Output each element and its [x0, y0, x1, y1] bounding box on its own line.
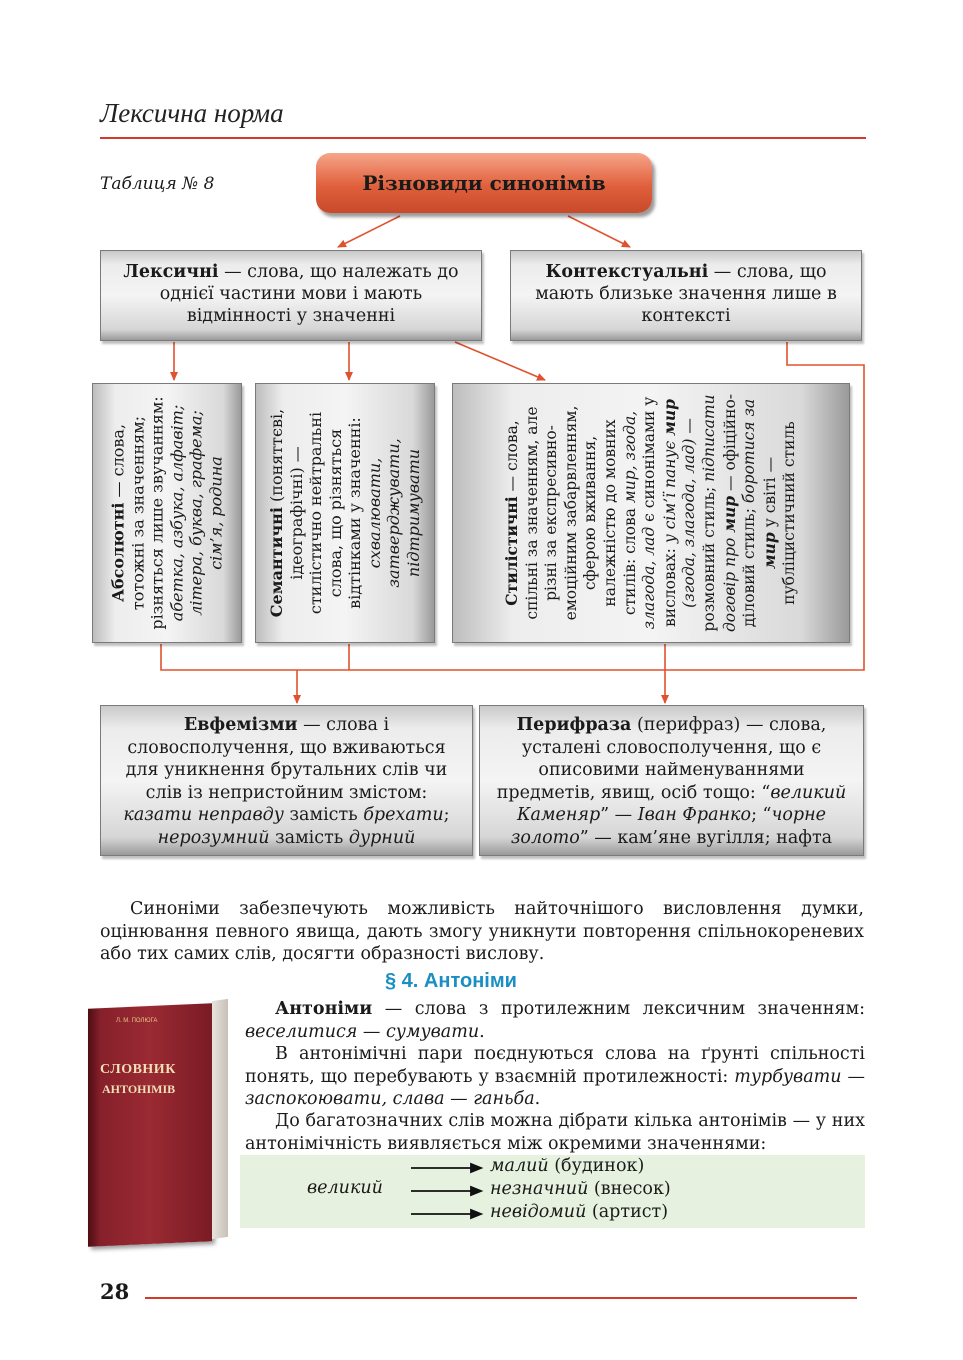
antonym-source-word: великий — [307, 1178, 383, 1198]
stylistic-example-3-bold: мир — [719, 495, 739, 533]
polysemy-paragraph: До багатозначних слів можна дібрати кілька антонімів — у них антонімічність виявляється між окремими значеннями: — [245, 1111, 865, 1154]
contextual-term: Контекстуальні — [545, 262, 709, 282]
stylistic-example-2-bold: мир — [659, 399, 679, 436]
book-pages — [212, 999, 228, 1239]
antonyms-definition-paragraph: Антоніми — слова з протилежним лексичним значенням: веселитися — сумувати. — [245, 999, 865, 1042]
euphemisms-example-2: брехати — [363, 805, 444, 825]
euphemisms-separator: ; — [443, 805, 450, 825]
euphemisms-definition: — слова і словосполучення, що вживаються для уникнення брутальних слів чи слів із непристойним змістом: — [125, 715, 448, 803]
antonym-word-2: незначний — [490, 1179, 589, 1199]
antonym-pairs-paragraph: В антонімічні пари поєднуються слова на ґрунті спільності понять, що перебувають у взаємній протилежності: турбувати — заспокоювати, слава — ганьба. — [245, 1044, 865, 1109]
table-main-title: Різновиди синонімів — [316, 153, 652, 213]
section-title: § 4. Антоніми — [385, 970, 517, 992]
stylistic-text-5: у світі — публіцистичний стиль — [760, 421, 799, 605]
stylistic-example-4: боротися за — [740, 398, 759, 504]
book-author: Л. М. ПОЛЮГА — [116, 1018, 158, 1024]
absolute-synonyms-box — [92, 383, 242, 643]
periphrasis-term: Перифраза — [516, 715, 632, 735]
antonyms-term: Антоніми — [275, 999, 373, 1019]
intro-paragraph: Синоніми забезпечують можливість найточнішого висловлення думки, оцінювання певного явища, дають змогу уникнути повторення спільнокореневих або тих самих слів, досягти образності вислову. — [100, 899, 864, 964]
euphemisms-instead-1: замість — [283, 805, 364, 825]
antonym-note-2: (внесок) — [588, 1179, 671, 1199]
book-cover — [88, 1003, 212, 1246]
euphemisms-term: Евфемізми — [183, 715, 298, 735]
antonym-word-1: малий — [490, 1156, 549, 1176]
semantic-definition: (поняттєві, ідеографічні) — стилістично нейтральні слова, що різняться відтінками у значенні: — [267, 408, 364, 615]
book-title-line-1: СЛОВНИК — [100, 1062, 176, 1077]
periphrasis-text-4: ” — кам’яне вугілля; нафта — [579, 827, 833, 848]
chapter-title: Лексична норма — [100, 98, 284, 128]
antonym-note-3: (артист) — [586, 1202, 669, 1222]
euphemisms-instead-2: замість — [269, 827, 349, 848]
periphrasis-definition: (перифраз) — слова, усталені словосполучення, що є описовими найменуваннями предметів, явищ, осіб тощо: “ — [496, 715, 827, 803]
euphemisms-example-1: казати неправду — [123, 805, 284, 825]
periphrasis-text-2: ” — — [600, 805, 638, 825]
stylistic-definition: — слова, спільні за значенням, але різні за експресивно-емоційним забарвленням, сферою вживання, належністю до мовних стилів: слова — [503, 405, 639, 621]
periphrasis-example-2: Іван Франко — [637, 805, 752, 825]
periphrasis-example-3: чорне золото — [510, 805, 826, 848]
lexical-synonyms-box — [100, 250, 482, 341]
stylistic-example-1: мир, згода, злагода, лад — [620, 410, 659, 630]
semantic-synonyms-box — [255, 383, 435, 643]
antonym-item-3 — [490, 1201, 671, 1224]
antonym-list — [490, 1155, 671, 1224]
periphrasis-box — [479, 705, 864, 856]
antonym-dictionary-book-image — [88, 1000, 228, 1245]
antonyms-example: веселитися — сумувати — [245, 1021, 480, 1042]
stylistic-text-3: — розмовний стиль; — [680, 418, 718, 632]
stylistic-example-2: у сім’ї панує — [660, 435, 679, 544]
antonym-word-3: невідомий — [490, 1202, 587, 1222]
antonym-pairs-examples: турбувати — заспокоювати, слава — ганьба — [245, 1066, 865, 1109]
stylistic-example-4-bold: мир — [759, 532, 779, 570]
antonym-item-2 — [490, 1178, 671, 1201]
stylistic-text-2: є синонімами у висловах: — [640, 396, 679, 627]
euphemisms-box — [100, 705, 473, 856]
table-label: Таблиця № 8 — [100, 174, 215, 194]
contextual-synonyms-box — [510, 250, 862, 341]
lexical-definition: — слова, що належать до однієї частини мови і мають відмінності у значенні — [159, 262, 459, 326]
footer-divider — [145, 1297, 857, 1299]
contextual-definition: — слова, що мають близьке значення лише в контексті — [535, 262, 837, 326]
antonym-item-1 — [490, 1155, 671, 1178]
absolute-examples: абетка, азбука, алфавіт; літера, буква, графема; сім’я, родина — [167, 404, 225, 622]
stylistic-synonyms-box — [452, 383, 850, 643]
stylistic-example-2-tail: (згода, злагода, лад) — [680, 438, 699, 608]
absolute-term: Абсолютні — [108, 502, 128, 603]
lexical-term: Лексичні — [123, 262, 219, 282]
stylistic-example-3: підписати договір про — [699, 394, 739, 633]
stylistic-term: Стилістичні — [502, 496, 522, 606]
periphrasis-text-3: ; “ — [751, 805, 772, 825]
periphrasis-example-1: великий Каменяр — [517, 782, 847, 825]
antonym-pairs-text: В антонімічні пари поєднуються слова на ґрунті спільності понять, що перебувають у взаємній протилежності: — [245, 1044, 865, 1087]
page-number: 28 — [100, 1279, 130, 1304]
euphemisms-example-4: дурний — [348, 827, 416, 848]
euphemisms-example-3: нерозумний — [157, 827, 270, 848]
book-title-line-2: АНТОНІМІВ — [102, 1082, 176, 1096]
stylistic-text-4: — офіційно-діловий стиль; — [720, 393, 759, 628]
semantic-term: Семантичні — [267, 507, 286, 618]
semantic-examples: схвалювати, затверджувати, підтримувати — [364, 438, 423, 588]
antonyms-definition: — слова з протилежним лексичним значенням: — [372, 999, 865, 1019]
antonym-note-1: (будинок) — [548, 1156, 645, 1176]
antonym-arrows — [405, 1156, 490, 1226]
absolute-definition: — слова, тотожні за значенням; різняться лише звучанням: — [108, 396, 167, 630]
